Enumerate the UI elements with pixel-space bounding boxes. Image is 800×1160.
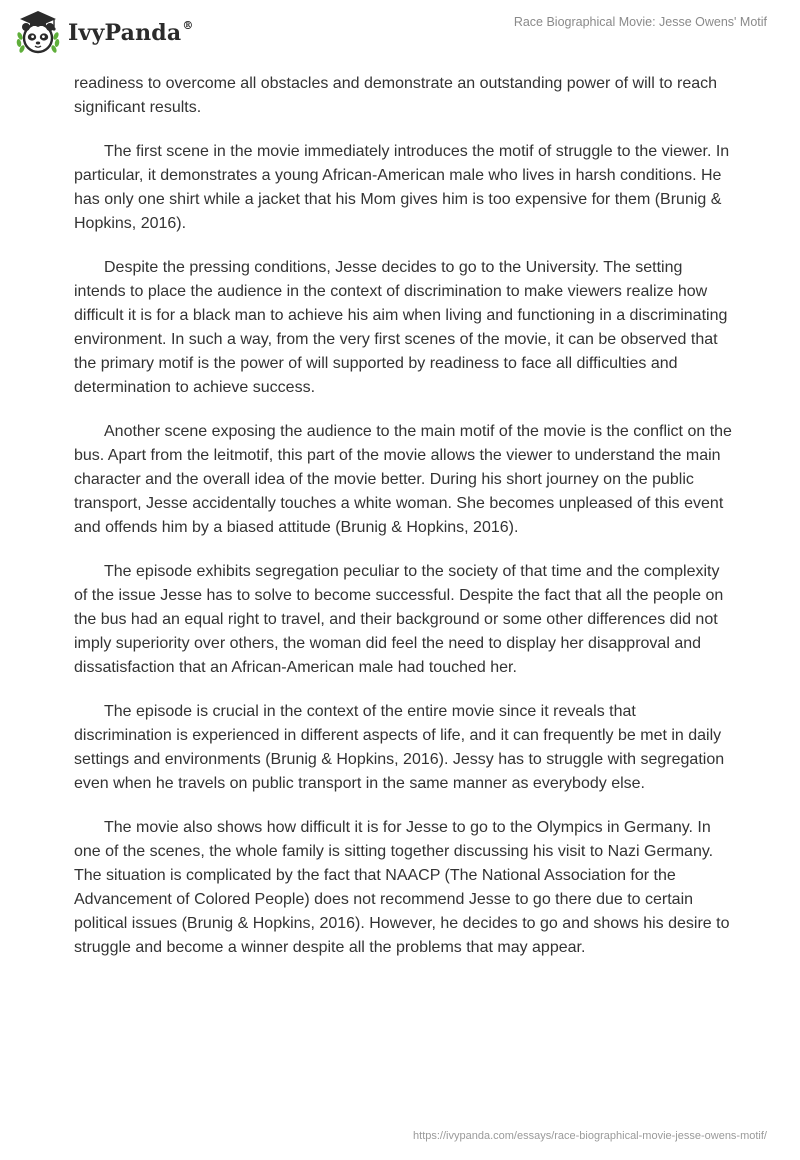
paragraph: The movie also shows how difficult it is for Jesse to go to the Olympics in Germany. In one of the scenes, the whole family is sitting together discussing his visit to Nazi Germany. The situation is complicated by the fact that NAACP (The National Association for the Advancement of Colored People) does not recommend Jesse to go there due to certain political issues (Brunig & Hopkins, 2016). However, he decides to go and shows his desire to struggle and become a winner despite all the problems that may appear.: [74, 819, 730, 956]
brand-text: IvyPanda: [68, 20, 182, 46]
registered-mark: ®: [182, 18, 194, 32]
paragraph: The first scene in the movie immediately introduces the motif of struggle to the viewer. In particular, it demonstrates a young African-American male who lives in harsh conditions. He has only one shirt while a jacket that his Mom gives him is too expensive for them (Brunig & Hopkins, 2016).: [74, 143, 730, 232]
panda-graduation-cap-icon: [14, 8, 62, 56]
paragraph-continuation: readiness to overcome all obstacles and demonstrate an outstanding power of will to reach significant results.: [74, 75, 718, 116]
page-header: [0, 0, 800, 70]
running-title: Race Biographical Movie: Jesse Owens' Motif: [513, 15, 767, 29]
paragraph: Another scene exposing the audience to the main motif of the movie is the conflict on the bus. Apart from the leitmotif, this part of the movie allows the viewer to understand the main character and the overall idea of the movie better. During his short journey on the public transport, Jesse accidentally touches a white woman. She becomes unpleased of this event and offends him by a biased attitude (Brunig & Hopkins, 2016).: [74, 423, 732, 536]
essay-body: [74, 72, 734, 980]
paragraph: The episode is crucial in the context of the entire movie since it reveals that discrimination is experienced in different aspects of life, and it can frequently be met in daily settings and environments (Brunig & Hopkins, 2016). Jessy has to struggle with segregation even when he travels on public transport in the same manner as everybody else.: [74, 703, 725, 792]
ivypanda-logo[interactable]: [14, 8, 194, 56]
brand-name: [68, 20, 194, 46]
paragraph: The episode exhibits segregation peculiar to the society of that time and the complexity of the issue Jesse has to solve to become successful. Despite the fact that all the people on the bus had an equal right to travel, and their background or some other differences did not imply superiority over others, the woman did feel the need to display her disapproval and dissatisfaction that an African-American male had touched her.: [74, 563, 724, 676]
paragraph: Despite the pressing conditions, Jesse decides to go to the University. The setting intends to place the audience in the context of discrimination to make viewers realize how difficult it is for a black man to achieve his aim when living and functioning in a discriminating environment. In such a way, from the very first scenes of the movie, it can be observed that the primary motif is the power of will supported by readiness to face all difficulties and determination to achieve success.: [74, 259, 728, 396]
source-url-link[interactable]: https://ivypanda.com/essays/race-biographical-movie-jesse-owens-motif/: [413, 1130, 767, 1142]
